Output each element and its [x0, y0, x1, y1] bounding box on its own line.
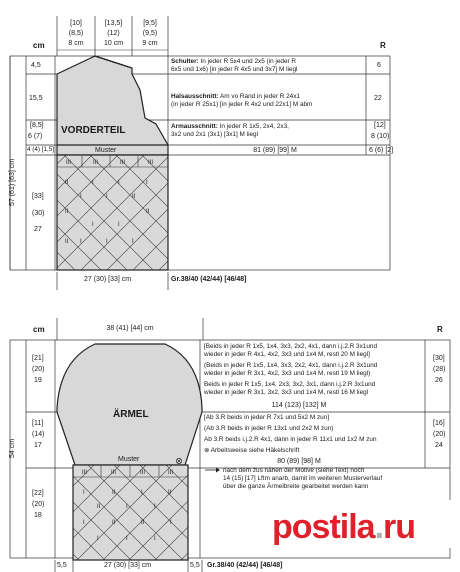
- left-row-arm-a: [8,5]: [30, 122, 44, 129]
- svg-text:I: I: [106, 239, 108, 245]
- svg-text:II: II: [112, 490, 116, 496]
- sleeve-left-6: 17: [34, 442, 42, 449]
- sleeve-note-4: wieder in jeder R 3x1, 4x2, 3x3 und 1x4 M, restl 19 M liegl): [204, 370, 371, 377]
- right-row-arm-a: [12]: [374, 122, 386, 129]
- svg-text:II: II: [112, 520, 116, 526]
- sleeve-bottom-dim-left: 5,5: [57, 562, 67, 569]
- sleeve-sizes: Gr.38/40 (42/44) [46/48]: [207, 562, 283, 569]
- sleeve-total-height: 54 cm: [9, 438, 16, 458]
- svg-text:I: I: [80, 194, 82, 200]
- sleeve-right-4: [16]: [433, 420, 445, 427]
- dim-a-1: [10]: [70, 20, 82, 27]
- aermel-pattern-area: [73, 465, 188, 560]
- svg-text:II: II: [141, 520, 145, 526]
- sleeve-arrow-note-3: über die ganze Ärmelbreite gearbeitet werden kann: [223, 483, 369, 490]
- left-row-body-b: (30): [32, 210, 45, 217]
- svg-text:II: II: [65, 239, 69, 245]
- top-total-height: 57 (61) [63] cm: [9, 158, 16, 206]
- vorderteil-shape: [57, 56, 168, 155]
- sleeve-stitches-bottom: 80 (89) [98] M: [277, 458, 321, 465]
- svg-text:III: III: [120, 160, 126, 166]
- sleeve-right-6: 24: [435, 442, 443, 449]
- bottom-r-header: R: [437, 325, 443, 334]
- svg-text:II: II: [132, 194, 136, 200]
- left-row-body-a: [33]: [32, 193, 44, 200]
- svg-text:III: III: [93, 160, 99, 166]
- top-sizes: Gr.38/40 (42/44) [46/48]: [171, 276, 247, 283]
- top-bottom-width: 27 (30) [33] cm: [84, 276, 132, 283]
- sleeve-note-10: ⊗ Arbeitsweise siehe Häkelschrift: [204, 447, 300, 454]
- svg-text:III: III: [148, 160, 154, 166]
- svg-text:III: III: [66, 160, 72, 166]
- sleeve-note-7: [Ab 3.R beids in jeder R 7x1 und 5x2 M zun]: [204, 414, 330, 421]
- top-stitches: 81 (89) [99] M: [253, 147, 297, 154]
- sleeve-left-5: (14): [32, 431, 45, 438]
- sleeve-left-7: [22]: [32, 490, 44, 497]
- watermark: [272, 500, 454, 548]
- svg-text:I: I: [106, 194, 108, 200]
- dim-b-1: (8,5): [68, 30, 84, 37]
- svg-text:I: I: [92, 180, 94, 186]
- left-row-body-c: 27: [34, 226, 42, 233]
- vorderteil-label: VORDERTEIL: [61, 125, 126, 136]
- top-r-header: R: [380, 41, 386, 50]
- note-schulter-2: 6x5 und 1x6) [in jeder R 4x5 und 3x7] M liegl: [171, 66, 298, 73]
- aermel-label: ÄRMEL: [113, 409, 149, 420]
- svg-text:I: I: [118, 180, 120, 186]
- svg-text:II: II: [65, 180, 69, 186]
- right-row-shoulder: 6: [377, 62, 381, 69]
- note-arm-2: 3x2 und 2x1 (3x1) [3x1] M liegl: [171, 131, 259, 138]
- bottom-cm-header: cm: [33, 325, 45, 334]
- svg-text:III: III: [111, 470, 117, 476]
- dim-c-3: 9 cm: [142, 40, 158, 47]
- svg-text:I: I: [83, 490, 85, 496]
- svg-text:I: I: [154, 504, 156, 510]
- sleeve-left-9: 18: [34, 512, 42, 519]
- watermark-logo: postila.ru: [272, 508, 416, 546]
- sleeve-note-8: (Ab 3.R beids in jeder R 13x1 und 2x2 M zun): [204, 425, 334, 432]
- dim-c-2: 10 cm: [103, 40, 124, 47]
- svg-text:I: I: [80, 239, 82, 245]
- sleeve-bottom-dim-right: 5,5: [190, 562, 200, 569]
- sleeve-right-2: (28): [433, 366, 446, 373]
- sleeve-left-2: (20): [32, 366, 45, 373]
- sleeve-note-9: Ab 3.R beids i.j.2.R 4x1, dann in jeder R 11x1 und 1x2 M zun: [204, 436, 377, 443]
- dim-b-2: (12): [107, 30, 120, 37]
- left-row-muster: 4 (4) [1,5]: [27, 146, 54, 153]
- svg-text:I: I: [126, 536, 128, 542]
- svg-text:I: I: [154, 536, 156, 542]
- sleeve-right-5: (20): [433, 431, 446, 438]
- sleeve-note-2: wieder in jeder R 4x1, 4x2, 3x3 und 1x4 M, restl 20 M liegl]: [204, 351, 370, 358]
- sleeve-right-1: [30]: [433, 355, 445, 362]
- svg-text:III: III: [140, 470, 146, 476]
- svg-text:I: I: [146, 180, 148, 186]
- svg-text:II: II: [65, 209, 69, 215]
- sleeve-note-5: Beids in jeder R 1x5, 1x4, 2x3, 3x2, 3x1, dann i.j.2.R 3x1und: [204, 381, 376, 388]
- svg-text:I: I: [92, 222, 94, 228]
- note-hals: Halsausschnitt: Am vo Rand in jeder R 24x1: [171, 93, 300, 100]
- right-row-muster: 6 (6) [2]: [369, 147, 394, 154]
- sleeve-arrow-note-1: nach dem zus nähen der Motive (siehe Text) noch: [223, 467, 365, 474]
- svg-text:I: I: [132, 239, 134, 245]
- dim-a-2: [13,5]: [104, 20, 123, 27]
- sleeve-left-3: 19: [34, 377, 42, 384]
- sleeve-note-6: wieder in jeder R 3x1, 3x2, 3x3 und 1x4 M, restl 16 M liegl: [204, 389, 369, 396]
- sleeve-pattern-label: Muster: [118, 456, 140, 463]
- top-pattern-label: Muster: [95, 147, 117, 154]
- dim-a-3: [9,5]: [143, 20, 157, 27]
- left-row-shoulder: 4,5: [31, 62, 41, 69]
- right-row-arm-b: 8 (10): [371, 133, 390, 140]
- note-hals-2: (in jeder R 25x1) [in jeder R 4x2 und 22x1] M abm: [171, 101, 313, 108]
- sleeve-left-8: (20): [32, 501, 45, 508]
- note-arm: Armausschnitt: In jeder R 1x5, 2x4, 2x3,: [171, 123, 289, 130]
- note-schulter: Schulter: In jeder R 5x4 und 2x5 (in jeder R: [171, 58, 297, 65]
- svg-text:I: I: [118, 222, 120, 228]
- dim-b-3: (9,5): [142, 30, 158, 37]
- svg-text:I: I: [97, 536, 99, 542]
- svg-text:I: I: [170, 520, 172, 526]
- svg-text:III: III: [82, 470, 88, 476]
- sleeve-top-width: 38 (41) [44] cm: [106, 325, 154, 332]
- sleeve-left-4: [11]: [32, 420, 44, 427]
- svg-text:II: II: [168, 490, 172, 496]
- sleeve-right-3: 26: [435, 377, 443, 384]
- svg-text:II: II: [146, 209, 150, 215]
- dim-c-1: 8 cm: [68, 40, 84, 47]
- left-row-arm-b: 6 (7): [28, 133, 43, 140]
- sleeve-arrow-note-2: 14 (15) [17] Lftm anarb, damit im weiteren Musterverlauf: [223, 475, 383, 482]
- svg-text:III: III: [168, 470, 174, 476]
- aermel-shape: [57, 344, 202, 465]
- svg-text:I: I: [83, 520, 85, 526]
- left-row-neck: 15,5: [29, 95, 43, 102]
- sleeve-left-1: [21]: [32, 355, 44, 362]
- sleeve-note-3: (Beids in jeder R 1x5, 1x4, 3x3, 2x2, 4x1, dann i.j.2.R 3x1und: [204, 362, 378, 369]
- sleeve-note-1: [Beids in jeder R 1x5, 1x4, 3x3, 2x2, 4x1, dann i.j.2.R 3x1und: [204, 343, 378, 350]
- svg-text:I: I: [141, 490, 143, 496]
- top-cm-header: cm: [33, 41, 45, 50]
- svg-text:II: II: [97, 504, 101, 510]
- svg-text:I: I: [126, 504, 128, 510]
- sleeve-stitches-top: 114 (123) [132] M: [271, 402, 327, 409]
- vorderteil-pattern-area: [57, 155, 168, 270]
- sleeve-bottom-dim-mid: 27 (30) [33] cm: [104, 562, 152, 569]
- right-row-neck: 22: [374, 95, 382, 102]
